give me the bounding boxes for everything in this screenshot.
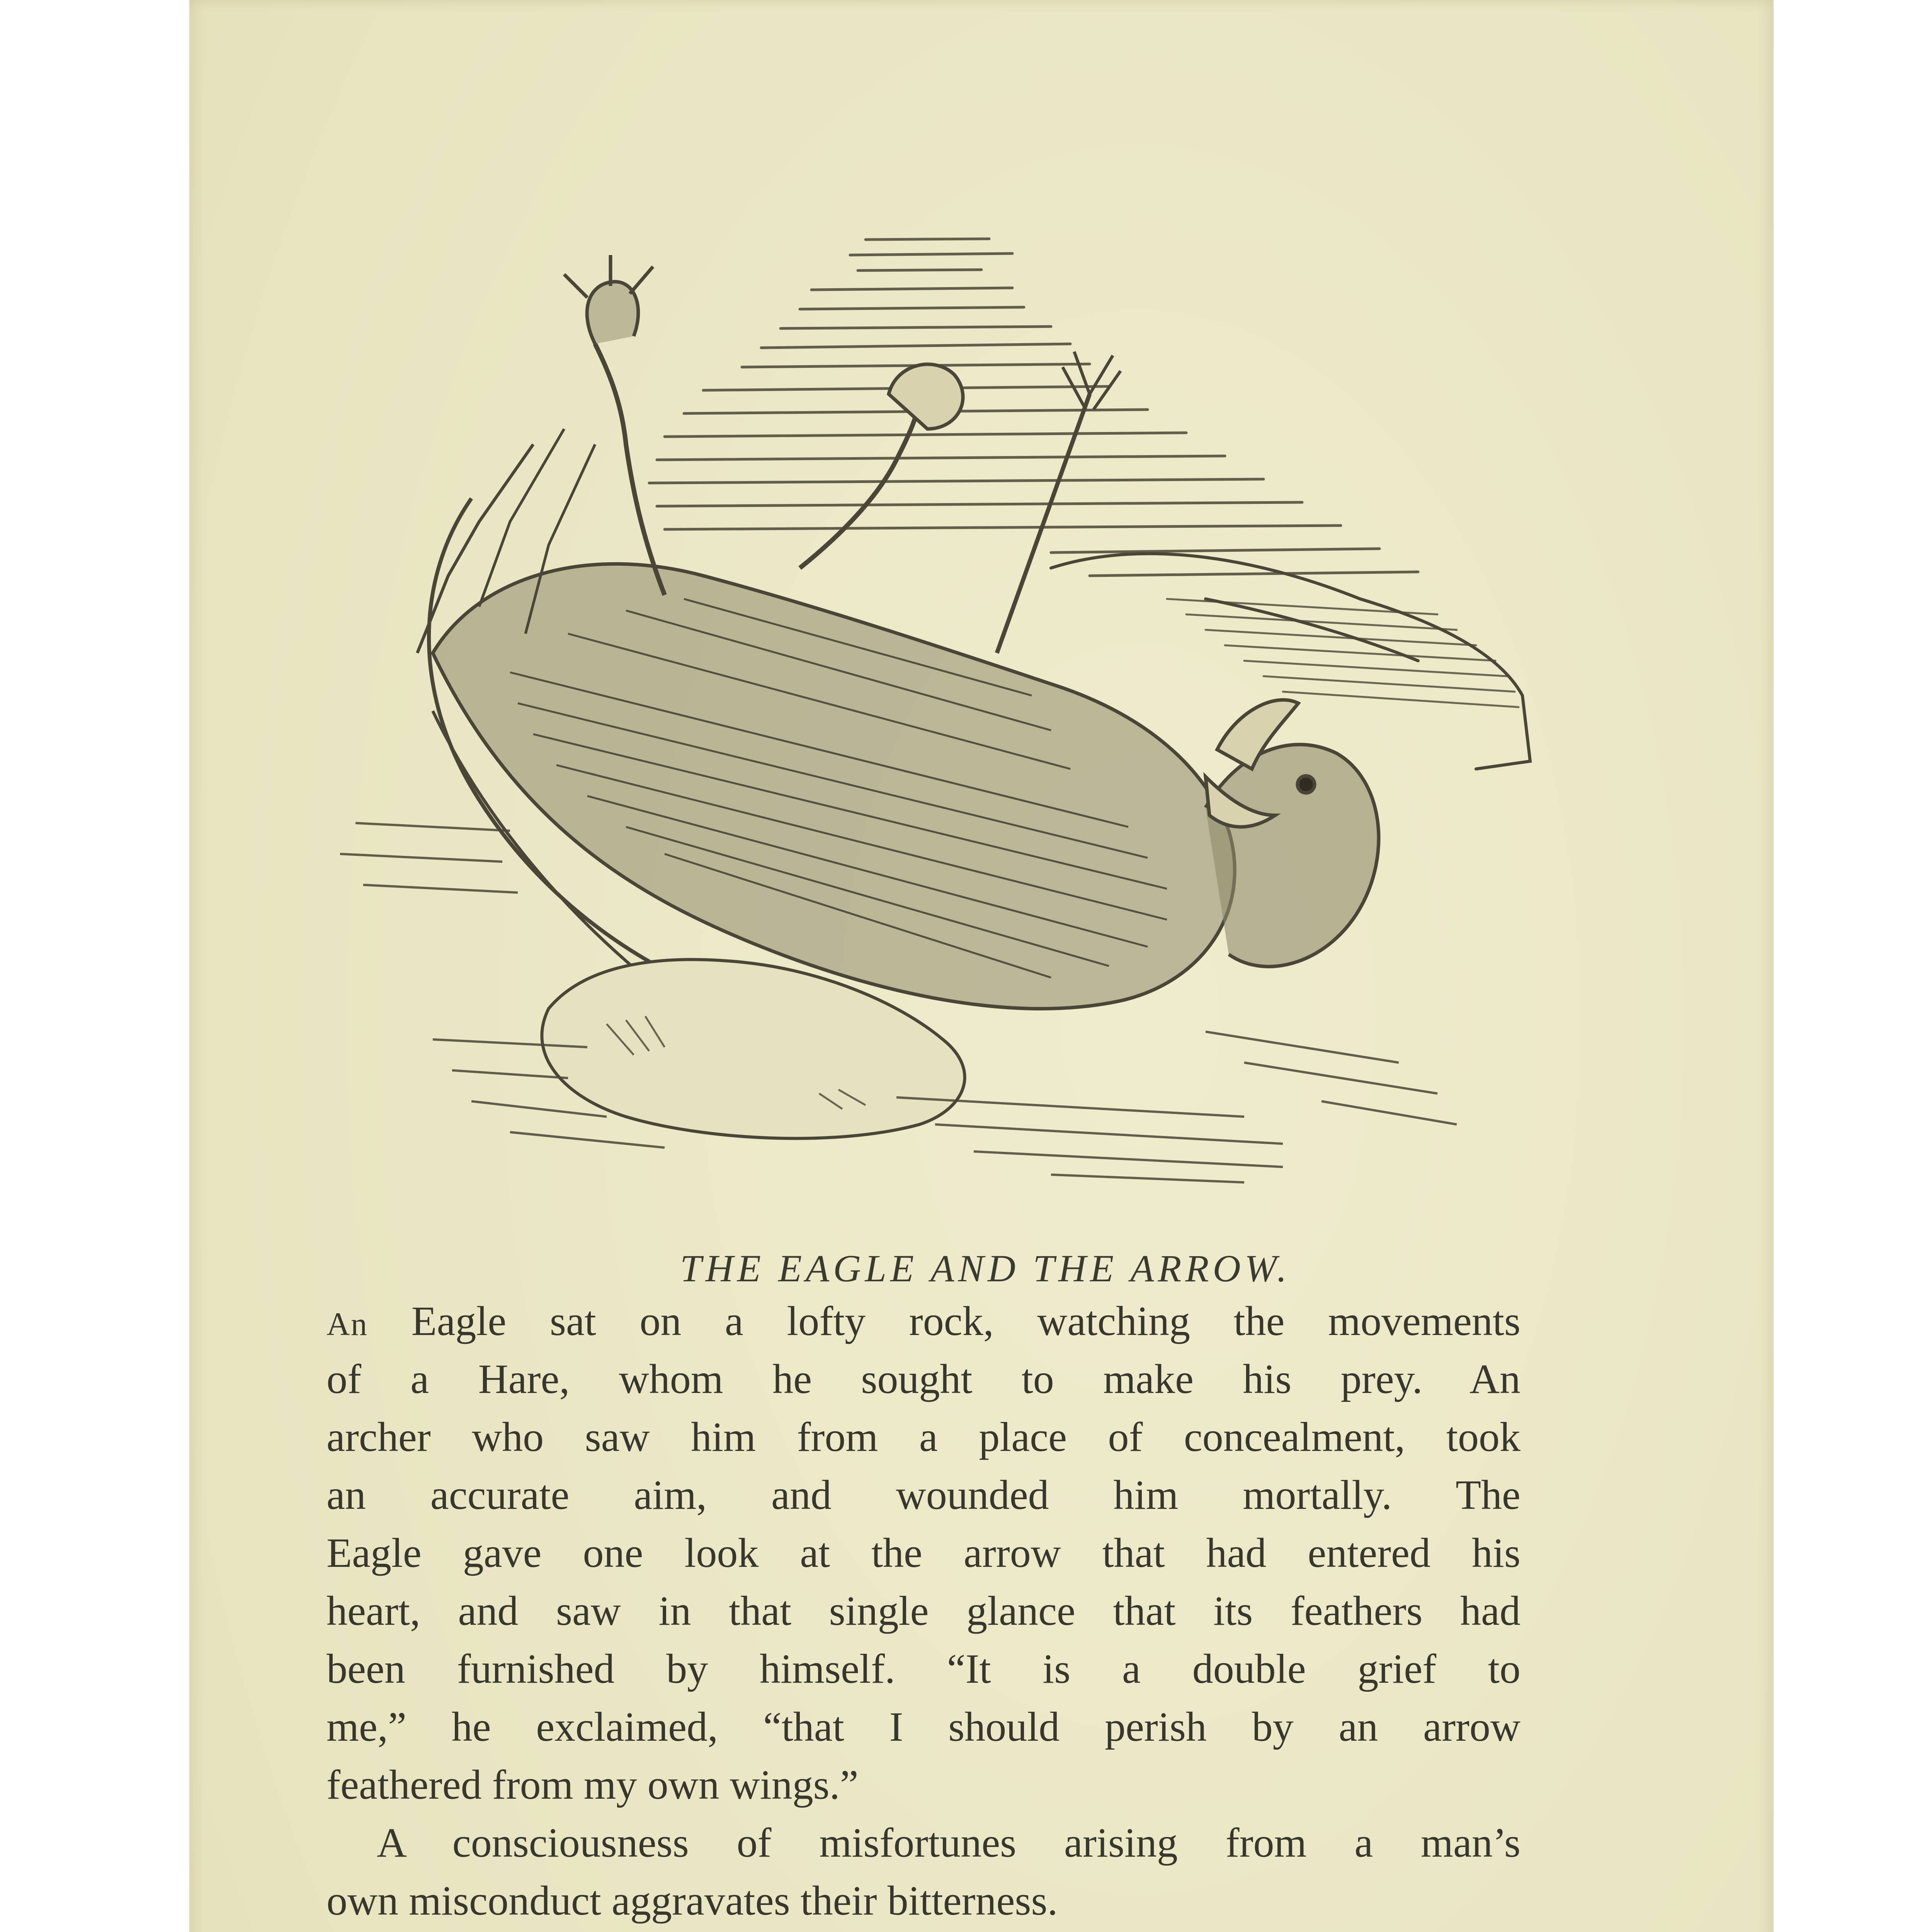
fable1-line: heart, and saw in that single glance that its feathers had — [327, 1588, 1520, 1634]
fable1-line: me,” he exclaimed, “that I should perish by an arrow — [327, 1704, 1520, 1750]
eagle-illustration-icon — [317, 228, 1546, 1233]
fable1-line: of a Hare, whom he sought to make his prey. An — [327, 1356, 1520, 1402]
fable1-line: An Eagle sat on a lofty rock, watching the movements — [327, 1298, 1520, 1344]
fable1-title: THE EAGLE AND THE ARROW. — [680, 1247, 1291, 1290]
fable1-line: archer who saw him from a place of concealment, took — [327, 1414, 1520, 1460]
fable1-line: been furnished by himself. “It is a double grief to — [327, 1646, 1520, 1692]
moral-line: own misconduct aggravates their bitterness. — [327, 1878, 1058, 1924]
dropcap: An — [327, 1306, 368, 1342]
fable1-line: feathered from my own wings.” — [327, 1762, 859, 1808]
fable1-line: an accurate aim, and wounded him mortally. The — [327, 1472, 1520, 1518]
fable1-line: Eagle gave one look at the arrow that had entered his — [327, 1530, 1520, 1576]
fable1-body — [327, 1293, 1520, 1930]
moral-line: A consciousness of misfortunes arising from a man’s — [377, 1820, 1520, 1866]
